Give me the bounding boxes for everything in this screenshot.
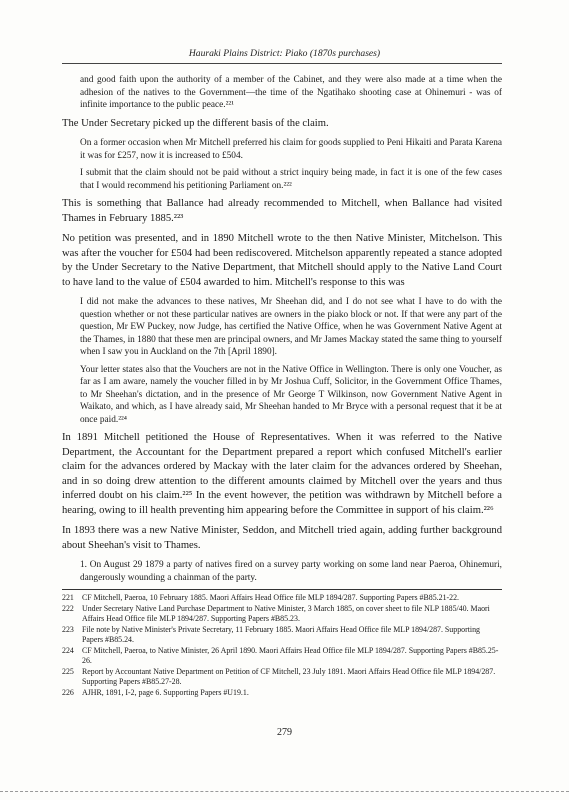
block-quote: 1. On August 29 1879 a party of natives fired on a survey party working on some land near Paeroa, Ohinemuri, dangerously wounding a chainman of the party.: [80, 560, 502, 583]
block-quote: I did not make the advances to these natives, Mr Sheehan did, and I do not see what I have to do with the question whether or not these particular natives are owners in the piako block or not. If that were any part of the question, Mr EW Puckey, now Judge, has certified the Native Office, when he was Government Native Agent at the Thames, in 1880 that these men are principal owners, and Mr James Mackay stated the same thing to yourself when I saw you in Auckland on the 7th [April 1890].: [80, 297, 502, 357]
footnote-text: File note by Native Minister's Private Secretary, 11 February 1885. Maori Affairs Head Office file MLP 1894/287. Supporting Papers #B85.24.: [82, 625, 480, 644]
block-quote: and good faith upon the authority of a member of the Cabinet, and they were also made at a time when the adhesion of the natives to the Government—the time of the Ngatihako shooting case at Ohinemuri - was of infinite importance to the public peace.²²¹: [80, 75, 502, 110]
footnotes: [62, 593, 502, 698]
footnote-text: CF Mitchell, Paeroa, to Native Minister, 26 April 1890. Maori Affairs Head Office file MLP 1894/287. Supporting Papers #B85.25-26.: [82, 646, 499, 665]
footnote-number: 222: [62, 604, 74, 613]
footnote: [62, 646, 502, 666]
footnote-number: 226: [62, 688, 74, 697]
paragraph: In 1891 Mitchell petitioned the House of Representatives. When it was referred to the Native Department, the Accountant for the Department prepared a report which confused Mitchell's earlier claim for the advances ordered by Mackay with the later claim for the advances ordered by Sheehan, and in so doing drew attention to the different amounts claimed by Mitchell over the years and thus inferred doubt on his claim.²²⁵ In the event however, the petition was withdrawn by Mitchell before a hearing, owing to ill health preventing him appearing before the Committee in support of his claim.²²⁶: [62, 432, 502, 516]
footnote-text: AJHR, 1891, I-2, page 6. Supporting Papers #U19.1.: [82, 688, 249, 697]
paragraph: In 1893 there was a new Native Minister, Seddon, and Mitchell tried again, adding further background about Sheehan's visit to Thames.: [62, 525, 502, 551]
block-quote: On a former occasion when Mr Mitchell preferred his claim for goods supplied to Peni Hikaiti and Parata Karena it was for £257, now it is increased to £504.: [80, 138, 502, 161]
page-edge: [0, 791, 569, 792]
paragraph: The Under Secretary picked up the different basis of the claim.: [62, 117, 329, 129]
block-quote: Your letter states also that the Vouchers are not in the Native Office in Wellington. There is only one Voucher, as far as I am aware, namely the voucher filled in by Mr Joshua Cuff, Solicitor, in the Government Office Thames, to Mr Sheehan's dictation, and in the presence of Mr George T Wilkinson, now Government Native Agent in Waikato, and which, as I have already said, Mr Sheehan handed to Mr Bryce with a personal request that it be at once paid.²²⁴: [80, 364, 502, 425]
footnote-number: 224: [62, 646, 74, 655]
footnote-number: 221: [62, 593, 74, 602]
body-text: [62, 74, 502, 584]
footnote-text: CF Mitchell, Paeroa, 10 February 1885. Maori Affairs Head Office file MLP 1894/287. Supporting Papers #B85.21-22.: [82, 593, 460, 602]
paragraph: No petition was presented, and in 1890 Mitchell wrote to the then Native Minister, Mitchelson. This was after the voucher for £504 had been rediscovered. Mitchelson apparently repeated a stance adopted by the Under Secretary to the Native Department, that Mitchell should apply to the Native Land Court to have land to the value of £504 awarded to him. Mitchell's response to this was: [62, 233, 502, 288]
footnote-text: Report by Accountant Native Department on Petition of CF Mitchell, 23 July 1891. Maori Affairs Head Office file MLP 1894/287. Supporting Papers #B85.27-28.: [82, 667, 496, 686]
footnote: [62, 688, 502, 698]
footnote: [62, 667, 502, 687]
running-header: Hauraki Plains District: Piako (1870s purchases): [188, 48, 381, 59]
page-number: 279: [277, 727, 292, 738]
footnote: [62, 593, 502, 603]
footnote-number: 223: [62, 625, 74, 634]
footnote-rule: [62, 589, 502, 590]
footnote-number: 225: [62, 667, 74, 676]
footnote: [62, 604, 502, 624]
footnote-text: Under Secretary Native Land Purchase Department to Native Minister, 3 March 1885, on cover sheet to file NLP 1885/40. Maori Affairs Head Office file MLP 1894/287. Supporting Papers #B85.23.: [82, 604, 490, 623]
paragraph: This is something that Ballance had already recommended to Mitchell, when Ballance had visited Thames in February 1885.²²³: [62, 198, 502, 224]
footnote: [62, 625, 502, 645]
page-body: [62, 74, 502, 699]
block-quote: I submit that the claim should not be paid without a strict inquiry being made, in fact it is one of the few cases that I would recommend his petitioning Parliament on.²²²: [80, 168, 502, 191]
header-rule: [62, 63, 502, 64]
